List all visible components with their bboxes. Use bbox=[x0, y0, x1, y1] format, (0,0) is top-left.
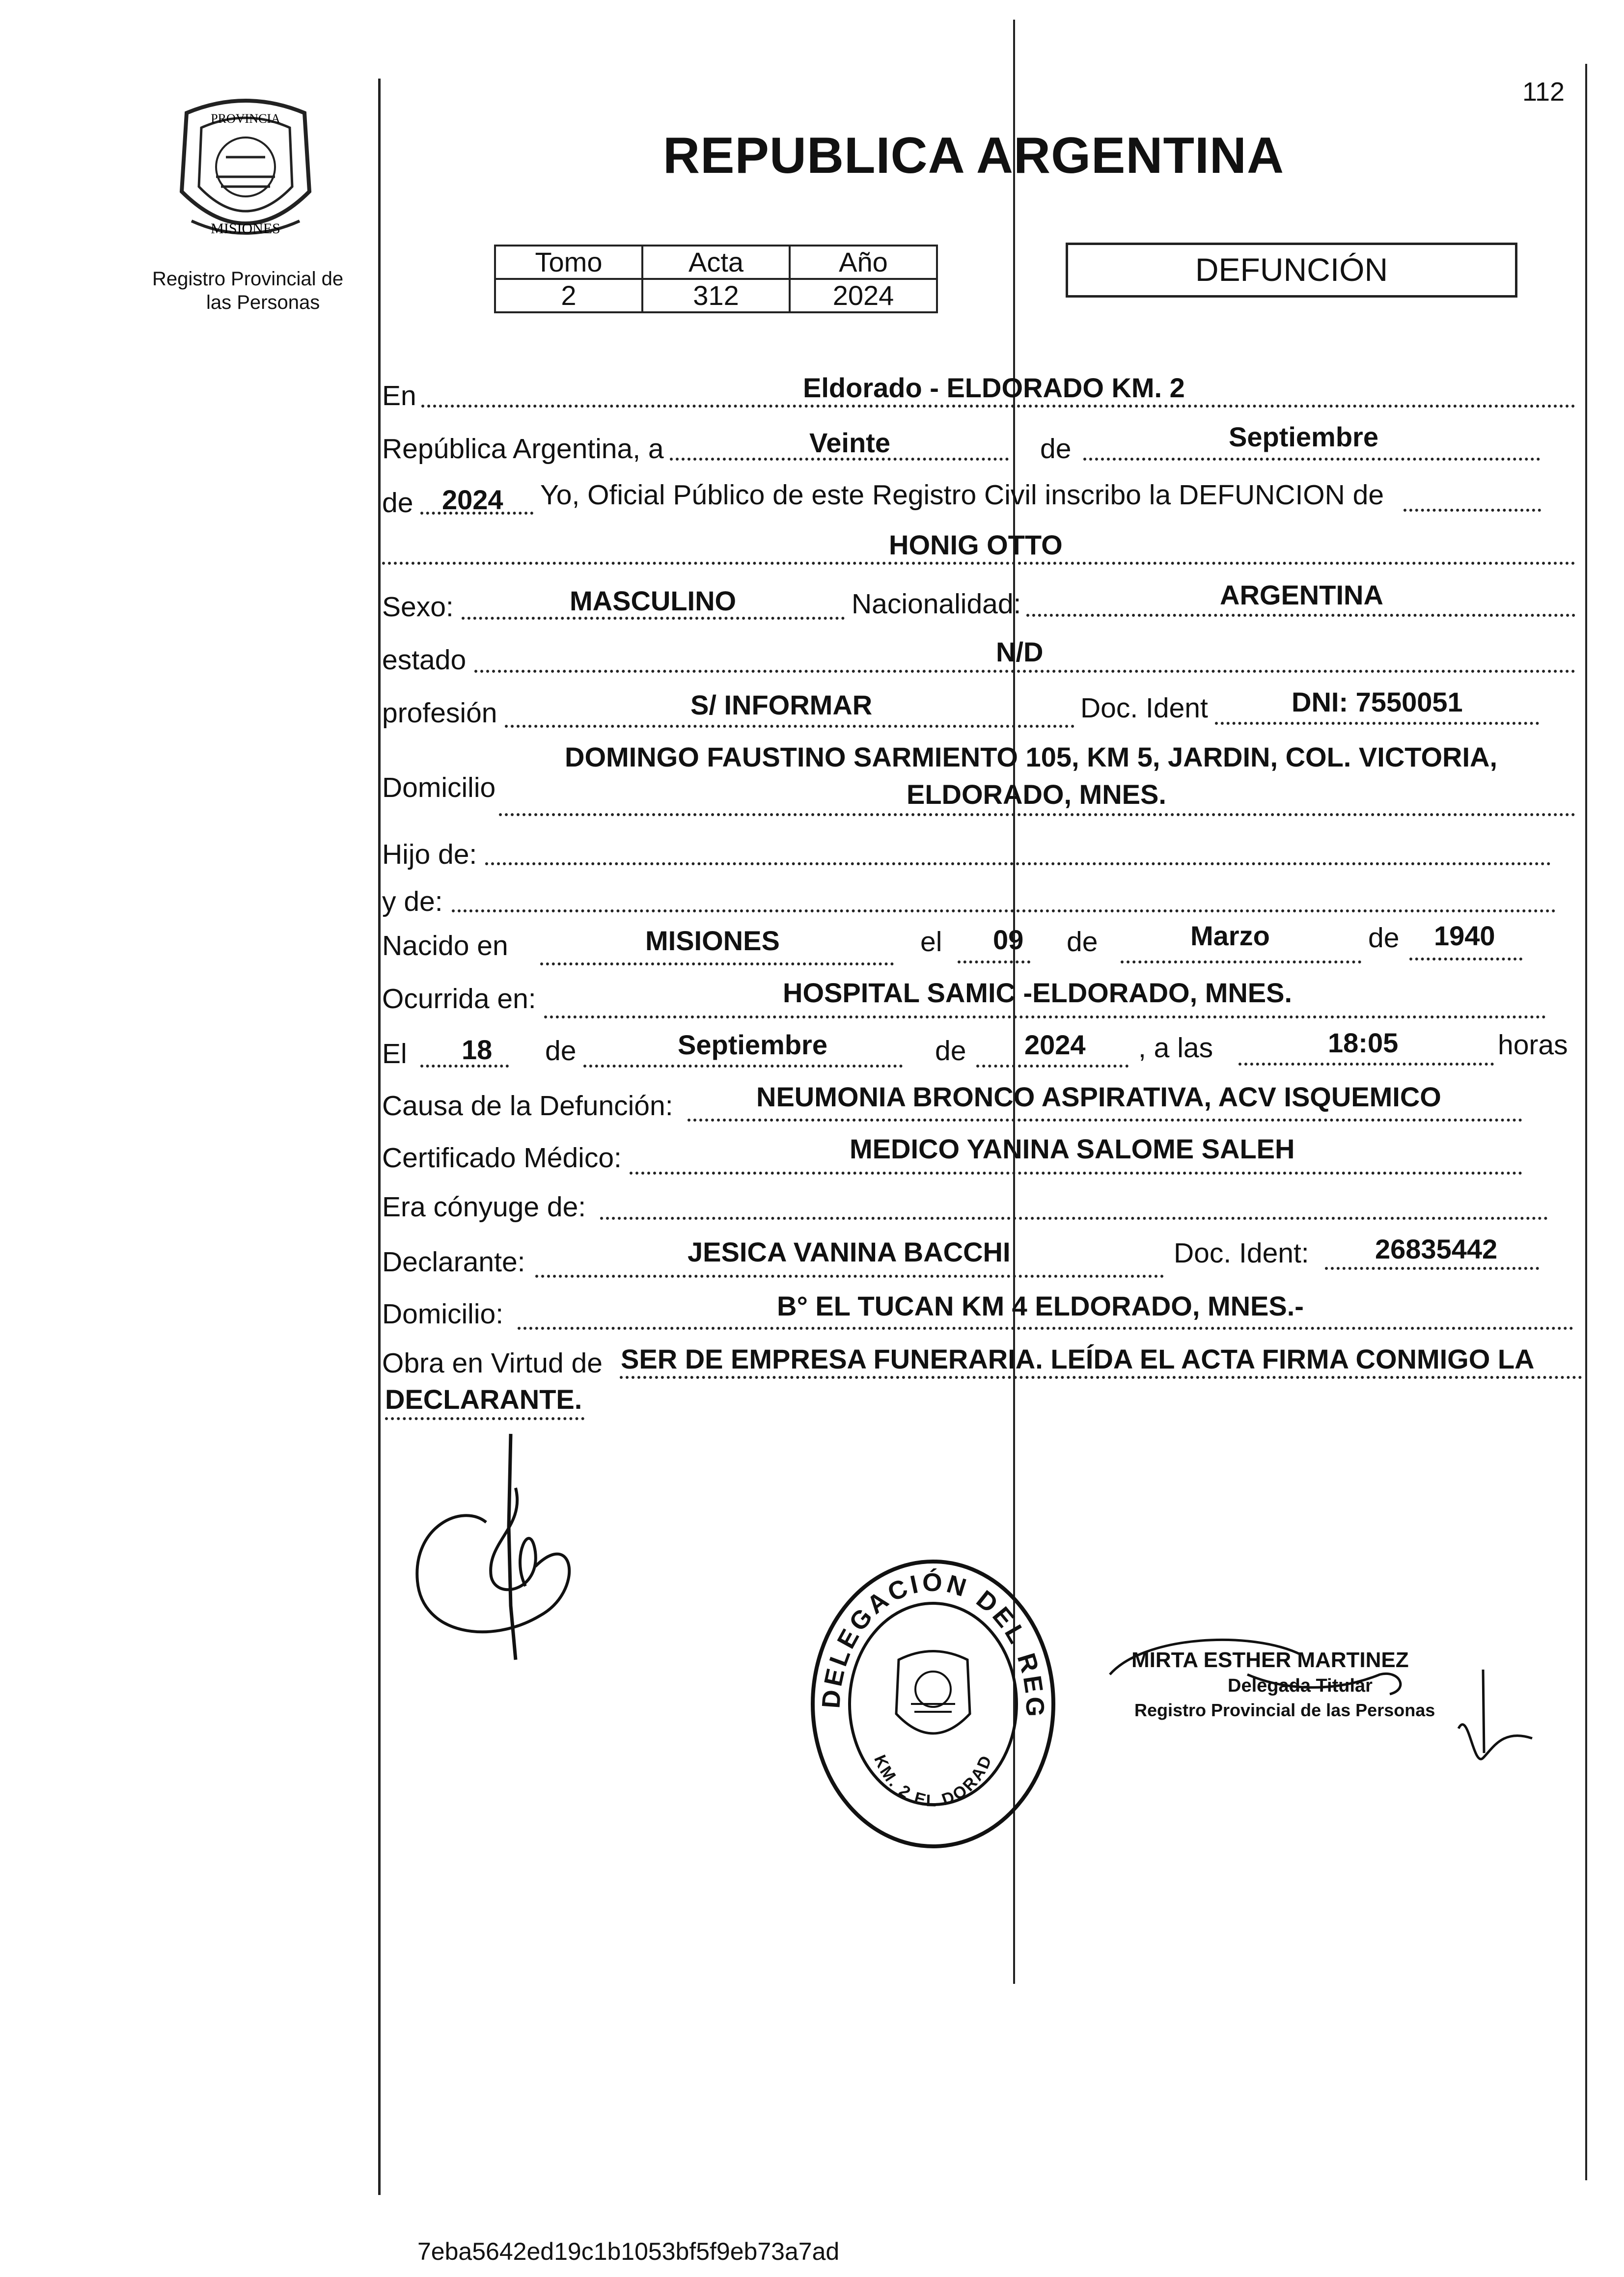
underline-declarante-domicilio bbox=[518, 1327, 1573, 1330]
record-type-box bbox=[1066, 243, 1517, 298]
label-hijo-de: Hijo de: bbox=[382, 839, 477, 870]
field-obra-line2: DECLARANTE. bbox=[385, 1384, 582, 1415]
underline-nacionalidad bbox=[1026, 614, 1575, 617]
field-ocurrida-en: HOSPITAL SAMIC -ELDORADO, MNES. bbox=[783, 977, 1293, 1008]
field-nac-dia: 09 bbox=[993, 924, 1024, 955]
record-type-label: DEFUNCIÓN bbox=[1195, 251, 1388, 288]
svg-text:PROVINCIA: PROVINCIA bbox=[211, 111, 280, 126]
label-en: En bbox=[382, 380, 416, 412]
underline-nombre bbox=[382, 562, 1575, 565]
table-header-acta: Acta bbox=[642, 246, 790, 279]
label-de-6: de bbox=[935, 1035, 966, 1067]
underline-mes bbox=[1083, 458, 1540, 461]
record-number-table bbox=[494, 245, 938, 313]
underline-domicilio bbox=[499, 813, 1575, 816]
issuer-line-1: Registro Provincial de bbox=[152, 268, 344, 290]
label-domicilio: Domicilio bbox=[382, 772, 496, 803]
underline-sexo bbox=[462, 617, 845, 620]
underline-declarante bbox=[535, 1275, 1164, 1278]
underline-nac-dia bbox=[958, 960, 1030, 963]
page-title: REPUBLICA ARGENTINA bbox=[663, 127, 1285, 184]
underline-conyuge bbox=[600, 1217, 1548, 1220]
official-stamp bbox=[805, 1547, 1061, 1851]
underline-hijo-de bbox=[485, 862, 1551, 865]
label-de-3: de bbox=[1067, 926, 1098, 958]
field-def-mes: Septiembre bbox=[678, 1029, 827, 1060]
underline-declarante-doc bbox=[1325, 1267, 1539, 1270]
label-causa: Causa de la Defunción: bbox=[382, 1090, 673, 1122]
right-margin-rule bbox=[1585, 64, 1587, 2180]
label-profesion: profesión bbox=[382, 697, 497, 729]
underline-causa bbox=[688, 1119, 1522, 1122]
field-declarante-doc: 26835442 bbox=[1375, 1234, 1498, 1264]
label-obra: Obra en Virtud de bbox=[382, 1347, 603, 1379]
underline-def-mes bbox=[583, 1065, 903, 1068]
label-nacionalidad: Nacionalidad: bbox=[852, 588, 1021, 620]
field-declarante: JESICA VANINA BACCHI bbox=[688, 1236, 1011, 1267]
field-anio: 2024 bbox=[442, 484, 503, 515]
field-causa: NEUMONIA BRONCO ASPIRATIVA, ACV ISQUEMICO bbox=[756, 1081, 1441, 1112]
underline-y-de bbox=[452, 909, 1556, 912]
table-header-anio: Año bbox=[790, 246, 937, 279]
table-cell-acta: 312 bbox=[642, 279, 790, 312]
label-de-4: de bbox=[1368, 922, 1400, 954]
issuer-line-2: las Personas bbox=[206, 292, 320, 313]
declarant-signature bbox=[413, 1429, 619, 1684]
field-nac-mes: Marzo bbox=[1190, 920, 1270, 951]
underline-estado bbox=[474, 670, 1575, 673]
underline-obra-2 bbox=[385, 1417, 584, 1420]
underline-nac-mes bbox=[1121, 960, 1361, 963]
field-def-anio: 2024 bbox=[1024, 1029, 1086, 1060]
label-ocurrida-en: Ocurrida en: bbox=[382, 983, 536, 1015]
underline-certificado bbox=[630, 1172, 1522, 1175]
field-sexo: MASCULINO bbox=[570, 585, 737, 616]
document-hash: 7eba5642ed19c1b1053bf5f9eb73a7ad bbox=[417, 2238, 840, 2265]
field-profesion: S/ INFORMAR bbox=[690, 689, 873, 720]
label-horas: horas bbox=[1498, 1029, 1568, 1061]
field-nacionalidad: ARGENTINA bbox=[1220, 579, 1383, 610]
field-declarante-domicilio: B° EL TUCAN KM 4 ELDORADO, MNES.- bbox=[777, 1290, 1304, 1321]
page-number: 112 bbox=[1522, 77, 1565, 107]
left-margin-rule bbox=[378, 79, 381, 2195]
field-domicilio-line2: ELDORADO, MNES. bbox=[907, 779, 1166, 810]
underline-profesion bbox=[505, 725, 1074, 728]
underline-lugar bbox=[421, 405, 1575, 408]
label-domicilio-2: Domicilio: bbox=[382, 1298, 504, 1330]
underline-documento bbox=[1215, 722, 1539, 725]
field-mes: Septiembre bbox=[1229, 421, 1378, 452]
field-def-dia: 18 bbox=[462, 1034, 493, 1065]
label-y-de: y de: bbox=[382, 886, 443, 917]
field-obra-line1: SER DE EMPRESA FUNERARIA. LEÍDA EL ACTA FIRMA CONMIGO LA bbox=[621, 1344, 1535, 1374]
underline-yo-end bbox=[1404, 509, 1541, 512]
table-header-tomo: Tomo bbox=[495, 246, 642, 279]
underline-obra-1 bbox=[620, 1376, 1582, 1379]
label-de-1: de bbox=[1040, 433, 1072, 465]
table-cell-tomo: 2 bbox=[495, 279, 642, 312]
svg-text:DELEGACIÓN DEL REGISTRO DE LAS bbox=[805, 1547, 1049, 1720]
field-documento: DNI: 7550051 bbox=[1292, 686, 1463, 717]
field-nacido-en: MISIONES bbox=[645, 925, 780, 956]
field-nac-anio: 1940 bbox=[1434, 920, 1495, 951]
label-de-5: de bbox=[545, 1035, 577, 1067]
label-estado: estado bbox=[382, 644, 467, 676]
field-nombre: HONIG OTTO bbox=[889, 529, 1063, 560]
provincial-seal-logo bbox=[162, 93, 329, 255]
signatory-name: MIRTA ESTHER MARTINEZ bbox=[1131, 1648, 1409, 1672]
label-conyuge: Era cónyuge de: bbox=[382, 1191, 586, 1223]
label-republica: República Argentina, a bbox=[382, 433, 664, 465]
label-doc-ident: Doc. Ident bbox=[1080, 692, 1208, 724]
field-lugar: Eldorado - ELDORADO KM. 2 bbox=[803, 372, 1185, 403]
stamp-bottom-text: KM. 2 EL DORAD bbox=[870, 1751, 996, 1811]
label-el-2: El bbox=[382, 1038, 407, 1070]
official-signature bbox=[1444, 1640, 1542, 1787]
signatory-title: Delegada Titular bbox=[1228, 1675, 1373, 1696]
label-el-1: el bbox=[920, 926, 942, 958]
underline-def-hora bbox=[1239, 1063, 1494, 1066]
underline-nacido-en bbox=[540, 962, 894, 965]
field-dia-letras: Veinte bbox=[809, 427, 890, 458]
signatory-office: Registro Provincial de las Personas bbox=[1134, 1700, 1435, 1720]
label-declarante: Declarante: bbox=[382, 1246, 525, 1278]
field-def-hora: 18:05 bbox=[1328, 1027, 1399, 1058]
label-certificado: Certificado Médico: bbox=[382, 1142, 622, 1174]
label-de-2: de bbox=[382, 487, 413, 519]
underline-nac-anio bbox=[1409, 958, 1522, 960]
stamp-ring-text: DELEGACIÓN DEL REG bbox=[817, 1568, 1049, 1720]
field-domicilio-line1: DOMINGO FAUSTINO SARMIENTO 105, KM 5, JARDIN, COL. VICTORIA, bbox=[565, 741, 1498, 772]
label-nacido-en: Nacido en bbox=[382, 930, 508, 961]
field-estado: N/D bbox=[996, 636, 1044, 667]
underline-def-anio bbox=[976, 1065, 1129, 1068]
label-a-las: , a las bbox=[1138, 1032, 1213, 1064]
svg-text:MISIONES: MISIONES bbox=[211, 220, 280, 237]
underline-ocurrida-en bbox=[544, 1015, 1546, 1018]
label-yo: Yo, Oficial Público de este Registro Civil inscribo la DEFUNCION de bbox=[540, 479, 1384, 511]
label-doc-ident-2: Doc. Ident: bbox=[1174, 1237, 1309, 1269]
signatory-block bbox=[1105, 1616, 1449, 1728]
field-certificado: MEDICO YANINA SALOME SALEH bbox=[850, 1133, 1295, 1164]
table-cell-anio: 2024 bbox=[790, 279, 937, 312]
label-sexo: Sexo: bbox=[382, 591, 454, 623]
